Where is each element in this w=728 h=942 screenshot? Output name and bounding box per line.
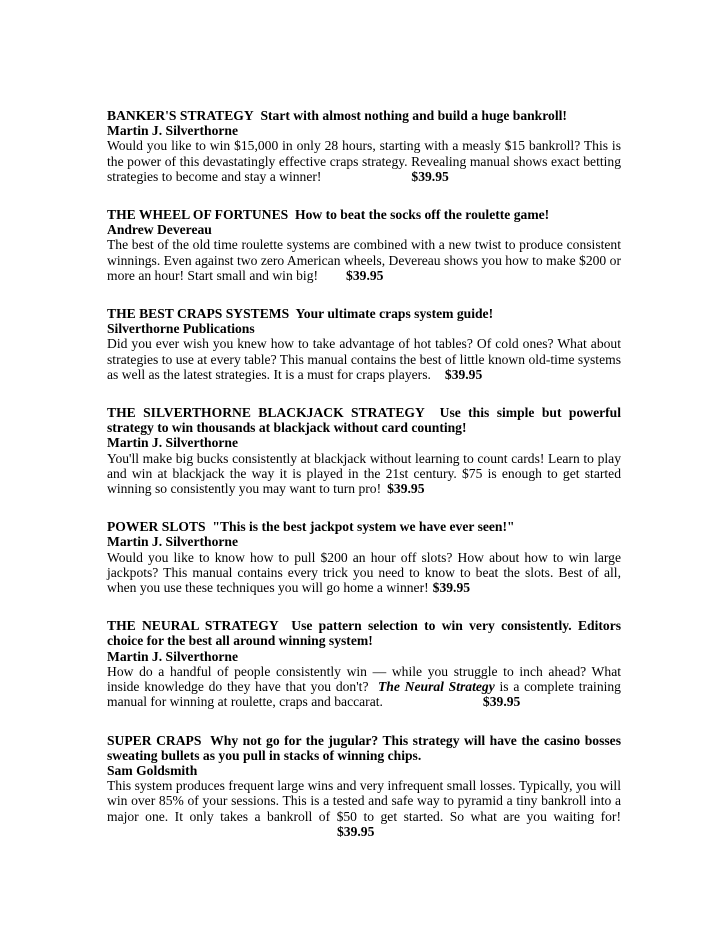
entry-title: POWER SLOTS [107, 519, 206, 535]
catalog-entry [107, 405, 621, 496]
entry-description: Would you like to know how to pull $200 an hour off slots? How about how to win large jackpots? This manual contains every trick you need to know to beat the slots. Best of all, when you use these techniques you will go home a winner! $39.95 [107, 549, 621, 596]
entry-tagline: Why not go for the jugular? This strategy will have the casino bosses sweating bullets as you pull in stacks of winning chips. [107, 732, 621, 763]
entry-title: BANKER'S STRATEGY [107, 108, 254, 123]
entry-title: THE SILVERTHORNE BLACKJACK STRATEGY [107, 405, 425, 421]
catalog-entry [107, 519, 621, 595]
entry-price: $39.95 [346, 267, 384, 283]
entry-author: Martin J. Silverthorne [107, 534, 239, 550]
entry-heading [107, 519, 621, 534]
entry-author: Martin J. Silverthorne [107, 123, 239, 139]
entry-title: THE BEST CRAPS SYSTEMS [107, 306, 290, 322]
entry-heading [107, 108, 621, 123]
entry-book-title: The Neural Strategy [378, 679, 495, 695]
entry-description: How do a handful of people consistently win — while you struggle to inch ahead? What inside knowledge do they have that you don't? The Neural Strategy is a complete training manual for winning at roulette, craps and baccarat. $39.95 [107, 663, 621, 710]
catalog-entry [107, 108, 621, 184]
entry-author: Martin J. Silverthorne [107, 435, 239, 451]
entry-description: The best of the old time roulette systems are combined with a new twist to produce consistent winnings. Even against two zero American wheels, Devereau shows you how to make $200 or more an hour! Start small and win big! $39.95 [107, 237, 621, 283]
entry-title: SUPER CRAPS [107, 732, 202, 748]
entry-price: $39.95 [411, 168, 449, 184]
entry-title: THE WHEEL OF FORTUNES [107, 207, 289, 223]
entry-tagline: Use pattern selection to win very consistently. Editors choice for the best all around winning system! [107, 618, 622, 649]
entry-author: Martin J. Silverthorne [107, 648, 239, 664]
catalog-entry [107, 207, 621, 283]
catalog-page [107, 108, 621, 862]
entry-price: $39.95 [432, 580, 471, 596]
entry-author: Andrew Devereau [107, 222, 212, 238]
catalog-entry [107, 618, 621, 709]
entry-title: THE NEURAL STRATEGY [107, 618, 279, 634]
catalog-entry [107, 733, 621, 839]
entry-description: Would you like to win $15,000 in only 28 hours, starting with a measly $15 bankroll? This is the power of this devastatingly effective craps strategy. Revealing manual shows exact betting strategies to become and stay a winner! $39.95 [107, 138, 621, 184]
entry-heading [107, 618, 621, 648]
entry-heading [107, 306, 621, 321]
entry-description: Did you ever wish you knew how to take advantage of hot tables? Of cold ones? What about strategies to use at every table? This manual contains the best of little known old-time systems as well as the latest strategies. It is a must for craps players. $39.95 [107, 336, 621, 382]
entry-author: Silverthorne Publications [107, 321, 255, 337]
entry-heading [107, 733, 621, 763]
entry-price: $39.95 [337, 823, 375, 839]
entry-price: $39.95 [444, 366, 483, 382]
catalog-entry [107, 306, 621, 382]
entry-author: Sam Goldsmith [107, 762, 198, 778]
entry-tagline: Your ultimate craps system guide! [295, 306, 494, 322]
entry-heading [107, 405, 621, 435]
entry-heading [107, 207, 621, 222]
entry-price: $39.95 [387, 481, 425, 497]
entry-tagline: "This is the best jackpot system we have ever seen!" [212, 519, 515, 535]
entry-tagline: Use this simple but powerful strategy to win thousands at blackjack without card counting! [107, 405, 622, 436]
entry-description: You'll make big bucks consistently at blackjack without learning to count cards! Learn to play and win at blackjack the way it is played in the 21st century. $75 is enough to get started winning so consistently you may want to turn pro! $39.95 [107, 450, 621, 497]
entry-price: $39.95 [482, 694, 521, 710]
entry-description: This system produces frequent large wins and very infrequent small losses. Typically, you will win over 85% of your sessions. This is a tested and safe way to pyramid a tiny bankroll into a major one. It only takes a bankroll of $50 to get started. So what are you waiting for!$39.95 [107, 778, 621, 839]
entry-tagline: How to beat the socks off the roulette game! [295, 207, 550, 223]
entry-tagline: Start with almost nothing and build a huge bankroll! [260, 108, 567, 123]
